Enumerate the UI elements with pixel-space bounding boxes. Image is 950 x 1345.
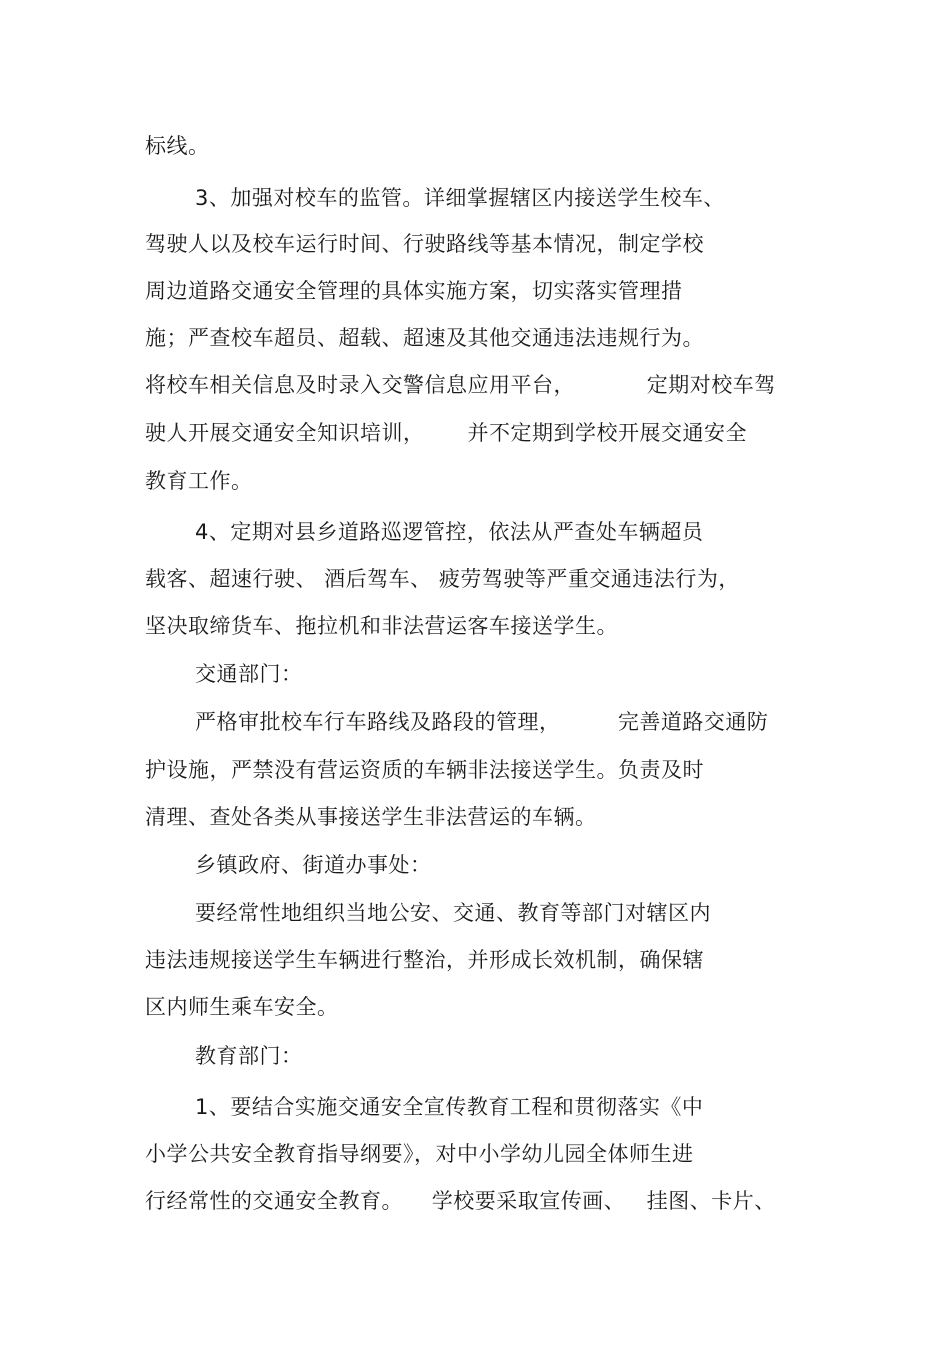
text-line-10: 载客、超速行驶、 酒后驾车、 疲劳驾驶等严重交通违法行为， xyxy=(145,567,740,591)
text-line-2: 3、加强对校车的监管。详细掌握辖区内接送学生校车、 xyxy=(195,186,725,210)
text-line-8: 教育工作。 xyxy=(145,469,253,493)
text-line-1: 标线。 xyxy=(145,134,210,158)
text-line-22: 小学公共安全教育指导纲要》，对中小学幼儿园全体师生进 xyxy=(145,1142,694,1166)
text-line-13: 严格审批校车行车路线及路段的管理， 完善道路交通防 xyxy=(195,710,769,734)
text-line-18: 违法违规接送学生车辆进行整治，并形成长效机制，确保辖 xyxy=(145,948,704,972)
text-line-21: 1、要结合实施交通安全宣传教育工程和贯彻落实《中 xyxy=(195,1095,704,1119)
text-line-6: 将校车相关信息及时录入交警信息应用平台， 定期对校车驾 xyxy=(145,373,776,397)
text-line-4: 周边道路交通安全管理的具体实施方案，切实落实管理措 xyxy=(145,279,683,303)
text-line-15: 清理、查处各类从事接送学生非法营运的车辆。 xyxy=(145,805,597,829)
text-line-17: 要经常性地组织当地公安、交通、教育等部门对辖区内 xyxy=(195,901,711,925)
text-line-3: 驾驶人以及校车运行时间、行驶路线等基本情况，制定学校 xyxy=(145,232,704,256)
section-heading-township: 乡镇政府、街道办事处： xyxy=(195,853,432,877)
text-line-11: 坚决取缔货车、拖拉机和非法营运客车接送学生。 xyxy=(145,614,618,638)
text-line-9: 4、定期对县乡道路巡逻管控，依法从严查处车辆超员 xyxy=(195,520,704,544)
text-line-23: 行经常性的交通安全教育。 学校要采取宣传画、 挂图、卡片、 xyxy=(145,1189,776,1213)
text-line-19: 区内师生乘车安全。 xyxy=(145,995,339,1019)
text-line-5: 施；严查校车超员、超载、超速及其他交通违法违规行为。 xyxy=(145,326,704,350)
section-heading-education: 教育部门： xyxy=(195,1044,303,1068)
section-heading-traffic: 交通部门： xyxy=(195,662,303,686)
text-line-14: 护设施，严禁没有营运资质的车辆非法接送学生。负责及时 xyxy=(145,758,704,782)
text-line-7: 驶人开展交通安全知识培训， 并不定期到学校开展交通安全 xyxy=(145,421,748,445)
